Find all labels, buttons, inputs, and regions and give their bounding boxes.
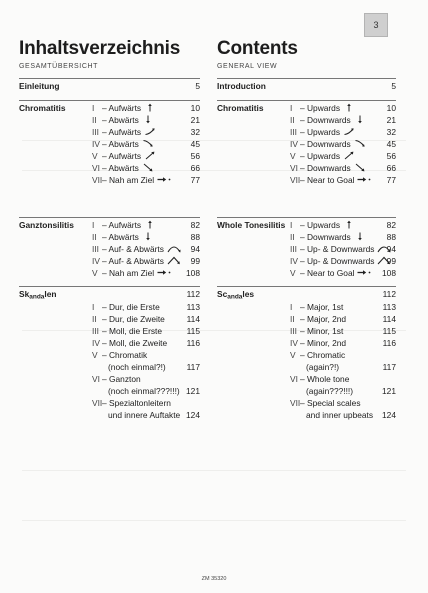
arrow-down-icon bbox=[351, 115, 366, 125]
section-title: Einleitung bbox=[19, 81, 60, 91]
item-label: – Upwards bbox=[300, 220, 341, 230]
roman-numeral: V bbox=[92, 268, 98, 278]
roman-numeral: VII bbox=[92, 175, 103, 185]
toc-item[interactable] bbox=[217, 115, 396, 126]
toc-item[interactable] bbox=[217, 127, 396, 138]
item-label-wrap bbox=[102, 256, 181, 267]
item-label: – Auf- & Abwärts bbox=[102, 256, 164, 266]
item-label-wrap bbox=[300, 139, 366, 150]
item-label-wrap bbox=[102, 398, 171, 409]
toc-column-german bbox=[19, 38, 200, 420]
page-number: 112 bbox=[186, 289, 200, 299]
page-number: 121 bbox=[186, 386, 200, 396]
page-number: 99 bbox=[190, 256, 200, 266]
diagonal-up-icon bbox=[340, 127, 355, 137]
toc-item[interactable] bbox=[19, 139, 200, 150]
item-label-wrap bbox=[102, 314, 165, 325]
item-label: – Nah am Ziel bbox=[102, 268, 155, 278]
item-label: – Major, 2nd bbox=[300, 314, 347, 324]
roman-numeral: III bbox=[290, 127, 297, 137]
item-label-wrap bbox=[102, 220, 156, 231]
toc-item[interactable] bbox=[217, 268, 396, 279]
page-number: 116 bbox=[186, 338, 200, 348]
toc-item[interactable] bbox=[19, 256, 200, 267]
section-rule bbox=[217, 100, 396, 101]
toc-item[interactable] bbox=[19, 163, 200, 174]
toc-column-english bbox=[217, 38, 396, 420]
item-label: – Dur, die Erste bbox=[102, 302, 160, 312]
item-label-wrap bbox=[102, 139, 154, 150]
section-rule bbox=[19, 286, 200, 287]
roman-numeral: III bbox=[92, 326, 99, 336]
roman-numeral: II bbox=[92, 115, 97, 125]
up-down-curve-icon bbox=[164, 244, 181, 254]
roman-numeral: VI bbox=[92, 163, 100, 173]
item-label-wrap bbox=[102, 268, 171, 279]
item-label-wrap bbox=[300, 151, 355, 162]
toc-item[interactable] bbox=[19, 115, 200, 126]
item-label: – Abwärts bbox=[102, 163, 139, 173]
roman-numeral: I bbox=[290, 302, 293, 312]
section-title-part: Sc bbox=[217, 289, 228, 299]
toc-item[interactable] bbox=[19, 175, 200, 186]
show-through bbox=[22, 520, 406, 521]
arrow-to-dot-icon bbox=[354, 268, 371, 278]
page-number: 10 bbox=[190, 103, 200, 113]
item-label-wrap bbox=[300, 326, 343, 337]
page-number: 113 bbox=[186, 302, 200, 312]
item-label: – Minor, 2nd bbox=[300, 338, 347, 348]
item-label: – Near to Goal bbox=[300, 175, 355, 185]
section-title-part: len bbox=[44, 289, 57, 299]
roman-numeral: VII bbox=[290, 175, 301, 185]
arrow-down-icon bbox=[139, 115, 154, 125]
page-number: 117 bbox=[186, 362, 200, 372]
item-label: – Nah am Ziel bbox=[102, 175, 155, 185]
item-label: – Abwärts bbox=[102, 139, 139, 149]
item-label-wrap bbox=[300, 127, 355, 138]
roman-numeral: II bbox=[290, 232, 295, 242]
page-number: 5 bbox=[195, 81, 200, 91]
item-label: – Dur, die Zweite bbox=[102, 314, 165, 324]
toc-item[interactable] bbox=[217, 175, 396, 186]
roman-numeral: III bbox=[92, 127, 99, 137]
item-label: – Near to Goal bbox=[300, 268, 355, 278]
item-label-wrap bbox=[300, 220, 355, 231]
page-number: 45 bbox=[190, 139, 200, 149]
page-number: 115 bbox=[186, 326, 200, 336]
toc-item[interactable] bbox=[217, 151, 396, 162]
item-label: – Downwards bbox=[300, 163, 351, 173]
arrow-up-icon bbox=[340, 103, 355, 113]
item-label: – Auf- & Abwärts bbox=[102, 244, 164, 254]
item-label-continued: (noch einmal?!) bbox=[108, 362, 166, 372]
page-number: 82 bbox=[190, 220, 200, 230]
section-title: Introduction bbox=[217, 81, 266, 91]
page-number: 5 bbox=[391, 81, 396, 91]
item-label-wrap bbox=[300, 103, 355, 114]
arrow-down-icon bbox=[351, 232, 366, 242]
arrow-down-right-icon bbox=[139, 163, 154, 173]
section-title-part: les bbox=[242, 289, 255, 299]
roman-numeral: VII bbox=[92, 398, 103, 408]
item-label: – Aufwärts bbox=[102, 151, 142, 161]
roman-numeral: V bbox=[92, 350, 98, 360]
item-label-wrap bbox=[102, 163, 154, 174]
page-number: 56 bbox=[190, 151, 200, 161]
arrow-up-icon bbox=[141, 103, 156, 113]
section-title: Chromatitis bbox=[217, 103, 264, 113]
roman-numeral: IV bbox=[290, 338, 298, 348]
item-label-continued: (again?!) bbox=[306, 362, 340, 372]
item-label: – Major, 1st bbox=[300, 302, 344, 312]
toc-item[interactable] bbox=[19, 127, 200, 138]
page-number: 10 bbox=[386, 103, 396, 113]
toc-item[interactable] bbox=[217, 220, 396, 231]
item-label: – Upwards bbox=[300, 127, 341, 137]
item-label-wrap bbox=[102, 232, 154, 243]
item-label: – Aufwärts bbox=[102, 220, 142, 230]
item-label: – Aufwärts bbox=[102, 103, 142, 113]
toc-item[interactable] bbox=[19, 338, 200, 349]
page-number: 117 bbox=[382, 362, 396, 372]
item-label-continued: (noch einmal???!!!) bbox=[108, 386, 180, 396]
section-rule bbox=[19, 78, 200, 79]
arrow-down-right-icon bbox=[351, 163, 366, 173]
roman-numeral: VI bbox=[290, 163, 298, 173]
item-label: – Downwards bbox=[300, 232, 351, 242]
toc-item[interactable] bbox=[19, 326, 200, 337]
page-number: 115 bbox=[382, 326, 396, 336]
item-label: – Abwärts bbox=[102, 115, 139, 125]
section-title-subscript: anda bbox=[227, 293, 243, 301]
roman-numeral: VII bbox=[290, 398, 301, 408]
show-through bbox=[22, 470, 406, 471]
toc-item[interactable] bbox=[19, 398, 200, 421]
page-number: 66 bbox=[190, 163, 200, 173]
section-title: Ganztonsilitis bbox=[19, 220, 74, 230]
item-label-wrap bbox=[102, 326, 162, 337]
toc-item[interactable] bbox=[217, 398, 396, 421]
item-label-wrap bbox=[102, 302, 160, 313]
page-number: 116 bbox=[382, 338, 396, 348]
page-number: 32 bbox=[190, 127, 200, 137]
roman-numeral: IV bbox=[92, 256, 100, 266]
page-number: 124 bbox=[186, 410, 200, 420]
item-label-wrap bbox=[102, 244, 181, 255]
toc-item[interactable] bbox=[19, 244, 200, 255]
page-number: 124 bbox=[382, 410, 396, 420]
item-label-wrap bbox=[300, 175, 371, 186]
page-number: 66 bbox=[386, 163, 396, 173]
item-label: – Spezialtonleitern bbox=[102, 398, 171, 408]
toc-item[interactable] bbox=[19, 151, 200, 162]
toc-title: Inhaltsverzeichnis bbox=[19, 38, 181, 59]
page-number: 99 bbox=[386, 256, 396, 266]
toc-subtitle: GENERAL VIEW bbox=[217, 63, 278, 70]
roman-numeral: VI bbox=[92, 374, 100, 384]
page-number: 114 bbox=[186, 314, 200, 324]
toc-item[interactable] bbox=[217, 163, 396, 174]
toc-item[interactable] bbox=[217, 326, 396, 337]
arrow-down-icon bbox=[139, 232, 154, 242]
toc-subtitle: GESAMTÜBERSICHT bbox=[19, 63, 99, 70]
item-label: – Chromatic bbox=[300, 350, 346, 360]
item-label: – Downwards bbox=[300, 139, 351, 149]
page-number: 88 bbox=[386, 232, 396, 242]
section-title: Chromatitis bbox=[19, 103, 66, 113]
roman-numeral: I bbox=[290, 103, 293, 113]
item-label-wrap bbox=[300, 398, 361, 409]
item-label: – Up- & Downwards bbox=[300, 256, 375, 266]
item-label: – Aufwärts bbox=[102, 127, 142, 137]
diagonal-down-icon bbox=[351, 139, 366, 149]
toc-item[interactable] bbox=[217, 374, 396, 397]
item-label-wrap bbox=[102, 338, 167, 349]
item-label-continued: und innere Auftakte bbox=[108, 410, 181, 420]
roman-numeral: I bbox=[290, 220, 293, 230]
item-label-wrap bbox=[102, 115, 154, 126]
toc-item[interactable] bbox=[217, 350, 396, 373]
roman-numeral: I bbox=[92, 220, 95, 230]
toc-item[interactable] bbox=[217, 314, 396, 325]
item-label: – Downwards bbox=[300, 115, 351, 125]
item-label: – Minor, 1st bbox=[300, 326, 344, 336]
toc-item[interactable] bbox=[217, 244, 396, 255]
roman-numeral: I bbox=[92, 103, 95, 113]
page-number: 21 bbox=[190, 115, 200, 125]
item-label-wrap bbox=[102, 103, 156, 114]
arrow-to-dot-icon bbox=[154, 268, 171, 278]
toc-item[interactable] bbox=[217, 139, 396, 150]
item-label: – Whole tone bbox=[300, 374, 350, 384]
toc-item[interactable] bbox=[19, 103, 200, 114]
roman-numeral: V bbox=[290, 268, 296, 278]
roman-numeral: IV bbox=[92, 139, 100, 149]
roman-numeral: II bbox=[92, 232, 97, 242]
page-number: 77 bbox=[190, 175, 200, 185]
page-number: 77 bbox=[386, 175, 396, 185]
item-label: – Ganzton bbox=[102, 374, 141, 384]
toc-title: Contents bbox=[217, 38, 298, 59]
arrow-up-right-icon bbox=[141, 151, 156, 161]
section-rule bbox=[19, 217, 200, 218]
page-number: 88 bbox=[190, 232, 200, 242]
page-number: 108 bbox=[186, 268, 200, 278]
item-label-wrap bbox=[300, 232, 366, 243]
roman-numeral: V bbox=[290, 151, 296, 161]
item-label: – Abwärts bbox=[102, 232, 139, 242]
page-number: 114 bbox=[382, 314, 396, 324]
toc-item[interactable] bbox=[19, 374, 200, 397]
section-title-part: Sk bbox=[19, 289, 30, 299]
item-label: – Upwards bbox=[300, 151, 341, 161]
up-down-arrow-icon bbox=[164, 256, 181, 266]
page-number: 108 bbox=[382, 268, 396, 278]
roman-numeral: II bbox=[290, 314, 295, 324]
page-number-badge: 3 bbox=[364, 13, 388, 37]
item-label: – Up- & Downwards bbox=[300, 244, 375, 254]
item-label-wrap bbox=[102, 151, 156, 162]
roman-numeral: V bbox=[92, 151, 98, 161]
toc-item[interactable] bbox=[19, 232, 200, 243]
item-label-wrap bbox=[102, 127, 156, 138]
roman-numeral: IV bbox=[290, 256, 298, 266]
toc-item[interactable] bbox=[19, 314, 200, 325]
section-rule bbox=[217, 78, 396, 79]
arrow-to-dot-icon bbox=[354, 175, 371, 185]
page-number: 45 bbox=[386, 139, 396, 149]
roman-numeral: I bbox=[92, 302, 95, 312]
item-label-wrap bbox=[300, 350, 345, 361]
toc-item[interactable] bbox=[19, 220, 200, 231]
item-label-wrap bbox=[300, 256, 391, 267]
page-number: 21 bbox=[386, 115, 396, 125]
section-title: Whole Tonesilitis bbox=[217, 220, 286, 230]
item-label-wrap bbox=[102, 175, 171, 186]
roman-numeral: III bbox=[290, 326, 297, 336]
roman-numeral: III bbox=[290, 244, 297, 254]
item-label: – Special scales bbox=[300, 398, 361, 408]
item-label-wrap bbox=[300, 244, 391, 255]
roman-numeral: VI bbox=[290, 374, 298, 384]
roman-numeral: II bbox=[92, 314, 97, 324]
roman-numeral: V bbox=[290, 350, 296, 360]
diagonal-down-icon bbox=[139, 139, 154, 149]
item-label-continued: (again???!!!) bbox=[306, 386, 354, 396]
toc-item[interactable] bbox=[217, 256, 396, 267]
page-number: 121 bbox=[382, 386, 396, 396]
page-number: 56 bbox=[386, 151, 396, 161]
section-title bbox=[217, 289, 254, 303]
item-label-wrap bbox=[102, 350, 147, 361]
item-label-continued: and inner upbeats bbox=[306, 410, 374, 420]
page-number: 113 bbox=[382, 302, 396, 312]
item-label: – Chromatik bbox=[102, 350, 148, 360]
item-label-wrap bbox=[102, 374, 141, 385]
toc-item[interactable] bbox=[19, 268, 200, 279]
page-number: 94 bbox=[190, 244, 200, 254]
item-label-wrap bbox=[300, 314, 346, 325]
item-label: – Moll, die Erste bbox=[102, 326, 163, 336]
section-title bbox=[19, 289, 57, 303]
roman-numeral: III bbox=[92, 244, 99, 254]
toc-item[interactable] bbox=[217, 338, 396, 349]
item-label: – Moll, die Zweite bbox=[102, 338, 168, 348]
section-rule bbox=[217, 217, 396, 218]
arrow-up-icon bbox=[340, 220, 355, 230]
toc-item[interactable] bbox=[217, 232, 396, 243]
arrow-up-icon bbox=[141, 220, 156, 230]
page-number: 32 bbox=[386, 127, 396, 137]
page-number: 82 bbox=[386, 220, 396, 230]
section-rule bbox=[217, 286, 396, 287]
footer-code: ZM 35320 bbox=[201, 576, 227, 582]
item-label-wrap bbox=[300, 374, 349, 385]
item-label-wrap bbox=[300, 163, 366, 174]
item-label-wrap bbox=[300, 302, 343, 313]
section-title-subscript: anda bbox=[29, 293, 45, 301]
roman-numeral: IV bbox=[92, 338, 100, 348]
item-label-wrap bbox=[300, 115, 366, 126]
page-number: 94 bbox=[386, 244, 396, 254]
page-number: 112 bbox=[382, 289, 396, 299]
section-rule bbox=[19, 100, 200, 101]
arrow-up-right-icon bbox=[340, 151, 355, 161]
roman-numeral: IV bbox=[290, 139, 298, 149]
roman-numeral: II bbox=[290, 115, 295, 125]
toc-item[interactable] bbox=[217, 302, 396, 313]
item-label-wrap bbox=[300, 338, 346, 349]
toc-item[interactable] bbox=[19, 302, 200, 313]
item-label-wrap bbox=[300, 268, 371, 279]
toc-item[interactable] bbox=[217, 103, 396, 114]
item-label: – Upwards bbox=[300, 103, 341, 113]
diagonal-up-icon bbox=[141, 127, 156, 137]
toc-item[interactable] bbox=[19, 350, 200, 373]
arrow-to-dot-icon bbox=[154, 175, 171, 185]
